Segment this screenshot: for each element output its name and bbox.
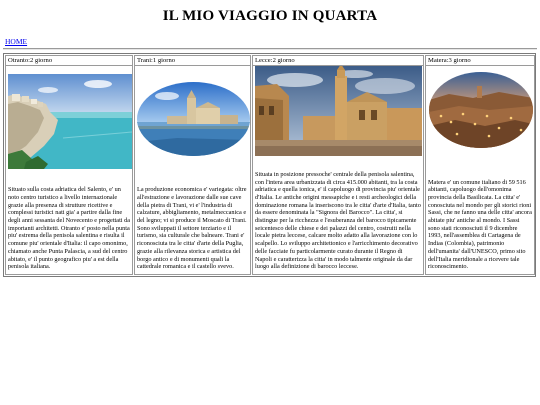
column-header: Lecce:2 giorno bbox=[253, 56, 423, 66]
column-description: Matera e' un comune italiano di 59 516 abitanti, capoluogo dell'omonima provincia della Basilicata. La citta' e' conosciuta nel mondo per gli storici rioni Sassi, che ne fanno una delle citta' ancora abitate piu' antiche al mondo. I Sassi sono stati riconosciuti il 9 dicembre 1993, nell'assemblea di Cartagena de Indias (Colombia), patrimonio dell'umanita' dall'UNESCO, primo sito dell'Italia meridionale a ricevere tale riconoscimento. bbox=[428, 178, 532, 271]
column-description: Situato sulla costa adriatica del Salento, e' un noto centro turistico a livello internazionale grazie alla presenza di strutture ricettive e complessi turistici nati gia' a partire dalla fine degli anni sessanta del Novecento e progettati da importanti architetti. Otranto e' posto nella punta piu' estrema della penisola salentina e risulta il comune piu' orientale d'Italia: il capo omonimo, chiamato anche Punta Palascia, a sud del centro abitato, e' il punto geografico piu' a est della penisola italiana. bbox=[8, 186, 131, 271]
column-description: La produzione economica e' variegata: oltre all'estrazione e lavorazione dalle sue cave della pietra di Trani, vi e' l'industria di calzature, abbigliamento, metalmeccanica e del legno; vi si produce il Moscato di Trani. Sono sviluppati il settore terziario e il turismo, sia culturale che balneare. Trani e' riconosciuta tra le citta' d'arte della Puglia, grazie alla rilevanza storica e artistica del borgo antico e di monumenti quali la cattedrale romanica e il castello svevo. bbox=[137, 186, 247, 271]
lecce-photo bbox=[255, 66, 422, 156]
column-header: Matera:3 giorno bbox=[426, 56, 534, 66]
page-title: IL MIO VIAGGIO IN QUARTA bbox=[162, 8, 378, 24]
column-matera bbox=[425, 55, 535, 275]
matera-photo bbox=[429, 72, 533, 148]
column-header: Otranto:2 giorno bbox=[6, 56, 132, 66]
column-lecce bbox=[252, 55, 424, 275]
trani-photo bbox=[137, 82, 250, 156]
column-trani bbox=[134, 55, 251, 275]
home-link[interactable]: HOME bbox=[5, 37, 28, 46]
column-otranto bbox=[5, 55, 133, 275]
horizontal-rule bbox=[3, 48, 537, 50]
itinerary-table bbox=[3, 53, 536, 277]
otranto-photo bbox=[8, 74, 132, 169]
column-description: Situata in posizione pressoche' centrale della penisola salentina, con l'intera area urbanizzata di circa 415.000 abitanti, tra la costa adriatica e quella ionica, e' il capoluogo di provincia piu' orientale d'Italia. Le antiche origini messapiche e i resti archeologici della dominazione romana la inseriscono tra le citta' d'arte d'Italia, tanto da essere denominata la "Signora del Barocco". La citta', si distingue per la ricchezza e l'esuberanza del barocco tipicamente seicentesco delle chiese e dei palazzi del centro, costruiti nella locale pietra leccese, calcare molto adatto alla lavorazione con lo scalpello. Lo sviluppo architettonico e l'arricchimento decorativo delle facciate fu particolarmente curato durante il Regno di Napoli e caratterizza la citta' in modo talmente originale da dar luogo alla definizione di barocco leccese. bbox=[255, 170, 421, 271]
column-header: Trani:1 giorno bbox=[135, 56, 250, 66]
